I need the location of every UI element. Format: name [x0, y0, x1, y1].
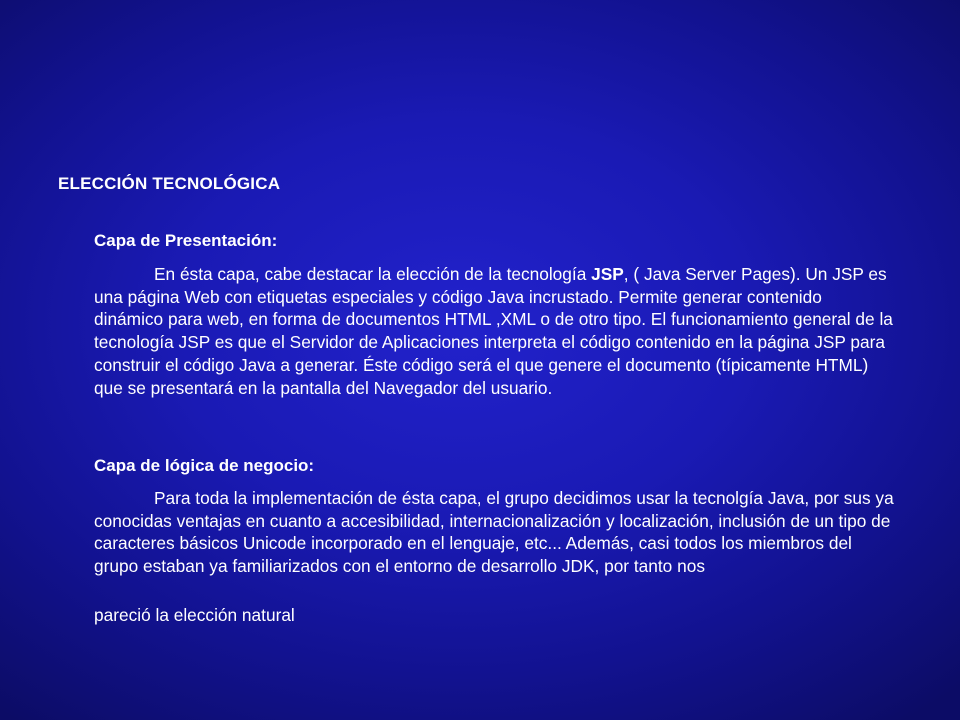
paragraph-text-start: En ésta capa, cabe destacar la elección de la tecnología: [154, 264, 592, 284]
section-heading-business-logic: Capa de lógica de negocio:: [94, 456, 315, 475]
section-heading-presentation: Capa de Presentación:: [94, 231, 278, 250]
slide-title: ELECCIÓN TECNOLÓGICA: [58, 174, 281, 193]
section-paragraph-business-logic: Para toda la implementación de ésta capa, el grupo decidimos usar la tecnolgía Java, por sus ya conocidas ventajas en cuanto a accesibilidad, internacionalización y localización, inclusión de un tipo de caracteres básicos Unicode incorporado en el lenguaje, etc... Además, casi todos los miembros del grupo estaban ya familiarizados con el entorno de desarrollo JDK, por tanto nos: [94, 488, 894, 577]
section-paragraph-last-line: pareció la elección natural: [94, 605, 295, 625]
section-paragraph-presentation: [94, 263, 894, 399]
jsp-emphasis: JSP: [591, 264, 624, 284]
paragraph-text-end: , ( Java Server Pages). Un JSP es una página Web con etiquetas especiales y código Java incrustado. Permite generar contenido dinámico para web, en forma de documentos HTML ,XML o de otro tipo. El funcionamiento general de la tecnología JSP es que el Servidor de Aplicaciones interpreta el código contenido en la página JSP para construir el código Java a generar. Éste código será el que genere el documento (típicamente HTML) que se presentará en la pantalla del Navegador del usuario.: [94, 264, 893, 398]
